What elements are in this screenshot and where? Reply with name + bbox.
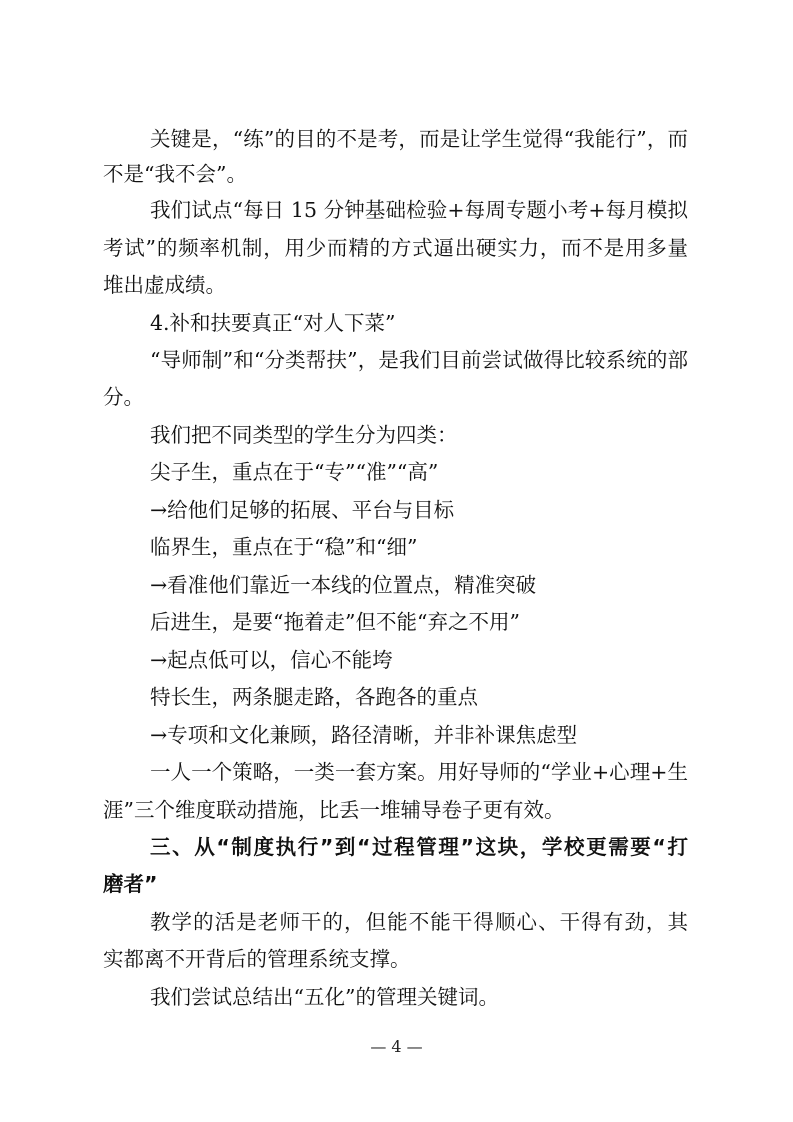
- list-item: 后进生，是要“拖着走”但不能“弃之不用”: [150, 610, 520, 634]
- list-item: →看准他们靠近一本线的位置点，精准突破: [150, 573, 537, 597]
- paragraph-line: 考试”的频率机制，用少而精的方式逼出硬实力，而不是用多量: [103, 236, 688, 260]
- paragraph-line: 教学的活是老师干的，但能不能干得顺心、干得有劲，其: [150, 910, 688, 934]
- paragraph-line: 我们尝试总结出“五化”的管理关键词。: [150, 985, 499, 1009]
- paragraph-line: 不是“我不会”。: [103, 162, 247, 186]
- section-heading: 磨者”: [103, 872, 158, 896]
- paragraph-line: 我们把不同类型的学生分为四类：: [150, 423, 458, 447]
- subheading: 4.补和扶要真正“对人下菜”: [150, 311, 396, 335]
- paragraph-line: “导师制”和“分类帮扶”，是我们目前尝试做得比较系统的部: [150, 348, 688, 372]
- list-item: →给他们足够的拓展、平台与目标: [150, 498, 455, 522]
- paragraph-line: 我们试点“每日 15 分钟基础检验+每周专题小考+每月模拟: [150, 198, 688, 222]
- paragraph-line: 一人一个策略，一类一套方案。用好导师的“学业+心理+生: [150, 760, 688, 784]
- paragraph-line: 堆出虚成绩。: [103, 273, 226, 297]
- paragraph-line: 涯”三个维度联动措施，比丢一堆辅导卷子更有效。: [103, 798, 565, 822]
- list-item: →专项和文化兼顾，路径清晰，并非补课焦虑型: [150, 723, 578, 747]
- section-heading: 三、从“制度执行”到“过程管理”这块，学校更需要“打: [150, 835, 688, 859]
- page-number: — 4 —: [370, 1037, 423, 1056]
- paragraph-line: 实都离不开背后的管理系统支撑。: [103, 947, 411, 971]
- list-item: →起点低可以，信心不能垮: [150, 648, 393, 672]
- paragraph-line: 分。: [103, 385, 144, 409]
- list-item: 尖子生，重点在于“专”“准”“高”: [150, 460, 439, 484]
- list-item: 特长生，两条腿走路，各跑各的重点: [150, 685, 478, 709]
- paragraph-line: 关键是，“练”的目的不是考，而是让学生觉得“我能行”，而: [150, 127, 688, 151]
- list-item: 临界生，重点在于“稳”和“细”: [150, 535, 418, 559]
